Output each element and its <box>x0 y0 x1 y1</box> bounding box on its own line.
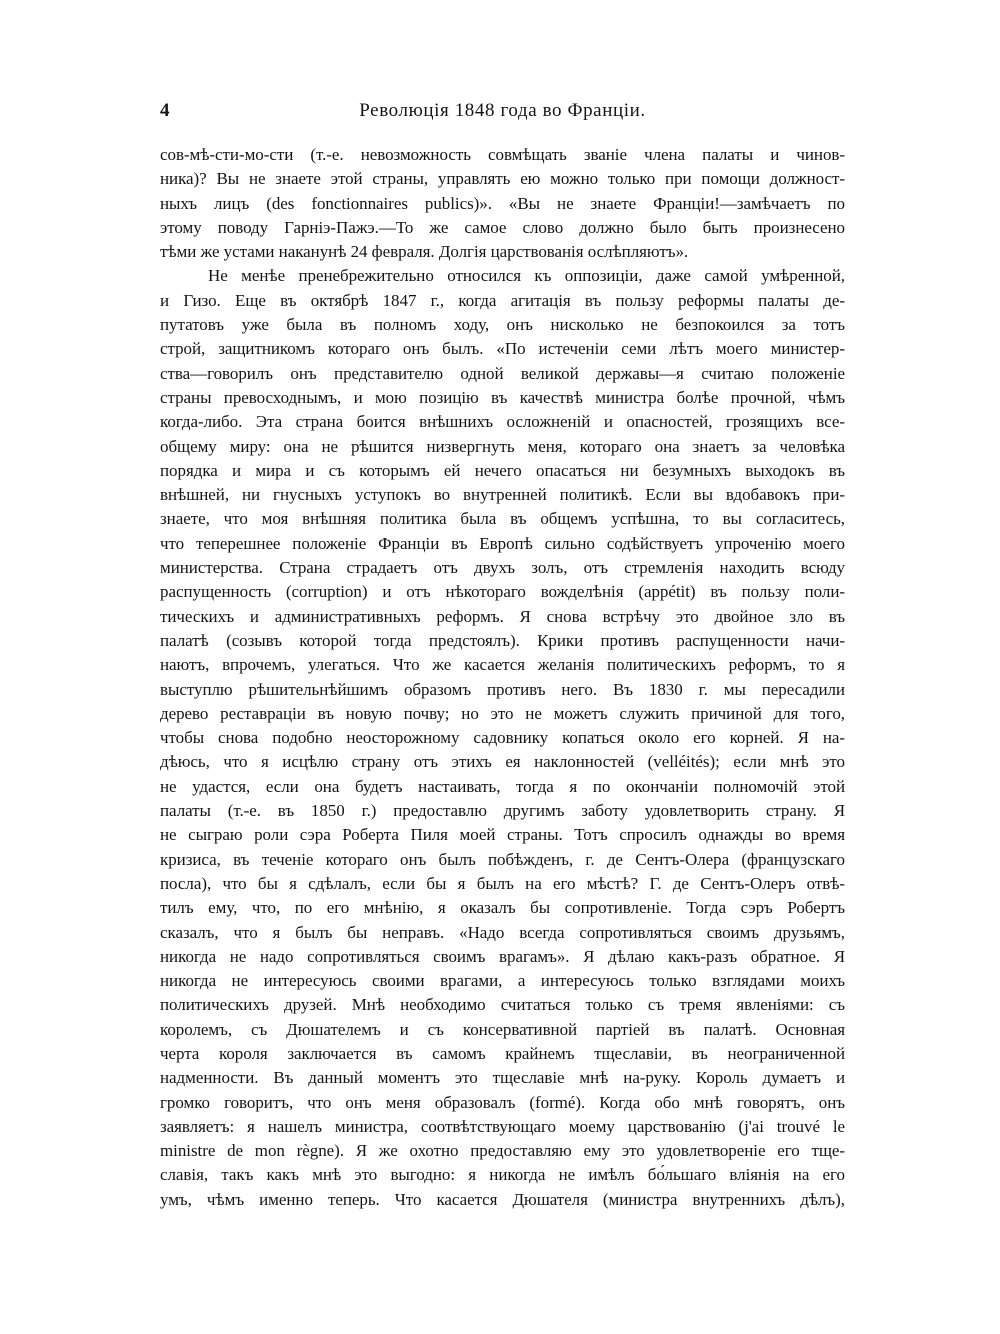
text-line: что теперешнее положеніе Франціи въ Европѣ сильно содѣйствуетъ упроченію моего <box>160 533 845 553</box>
text-line: черта короля заключается въ самомъ крайнемъ тщеславіи, въ неограниченной <box>160 1043 845 1063</box>
page-number: 4 <box>160 100 170 121</box>
text-line: надменности. Въ данный моментъ это тщеславіе мнѣ на-руку. Король думаетъ и <box>160 1068 845 1088</box>
text-line: кризиса, въ теченіе котораго онъ былъ побѣжденъ, г. де Сентъ-Олера (французскаго <box>160 849 845 869</box>
text-line: выступлю рѣшительнѣйшимъ образомъ противъ него. Въ 1830 г. мы пересадили <box>160 679 845 699</box>
text-line: тилъ ему, что, по его мнѣнію, я оказалъ бы сопротивленіе. Тогда сэръ Робертъ <box>160 898 845 918</box>
text-line: палатѣ (созывъ которой тогда предстоялъ). Крики противъ распущенности начи- <box>160 630 845 650</box>
running-title: Революція 1848 года во Франціи. <box>359 100 646 121</box>
text-line: не сыграю роли сэра Роберта Пиля моей страны. Тотъ спросилъ однажды во время <box>160 825 845 845</box>
text-line: наютъ, впрочемъ, улегаться. Что же касается желанія политическихъ реформъ, то я <box>160 655 845 675</box>
text-line: внѣшней, ни гнусныхъ уступокъ во внутренней политикѣ. Если вы вдобавокъ при- <box>160 485 845 505</box>
text-line: тическихъ и административныхъ реформъ. Я снова встрѣчу это двойное зло въ <box>160 606 845 626</box>
text-line: дерево реставраціи въ новую почву; но это не можетъ служить причиной для того, <box>160 703 845 723</box>
text-line: заявляетъ: я нашелъ министра, соотвѣтствующаго моему царствованію (j'ai trouvé le <box>160 1116 845 1136</box>
text-line: славія, такъ какъ мнѣ это выгодно: я никогда не имѣлъ бо́льшаго вліянія на его <box>160 1165 845 1185</box>
text-line: тѣми же устами наканунѣ 24 февраля. Долгія царствованія ослѣпляютъ». <box>160 242 689 262</box>
text-line: чтобы снова подобно неосторожному садовнику копаться около его корней. Я на- <box>160 728 845 748</box>
text-line: министерства. Страна страдаетъ отъ двухъ золъ, отъ стремленія находить всюду <box>160 558 845 578</box>
text-line: порядка и мира и съ которымъ ей нечего опасаться ни безумныхъ выходокъ въ <box>160 460 845 480</box>
text-line: не удастся, если она будетъ настаивать, тогда я по окончаніи полномочій этой <box>160 776 845 796</box>
text-line: знаете, что моя внѣшняя политика была въ общемъ успѣшна, то вы согласитесь, <box>160 509 845 529</box>
text-line: распущенность (corruption) и отъ нѣкотораго вожделѣнія (appétit) въ пользу поли- <box>160 582 845 602</box>
text-line: посла), что бы я сдѣлалъ, если бы я былъ на его мѣстѣ? Г. де Сентъ-Олеръ отвѣ- <box>160 873 845 893</box>
text-line: громко говоритъ, что онъ меня образовалъ (formé). Когда обо мнѣ говорятъ, онъ <box>160 1092 845 1112</box>
text-line: путатовъ уже была въ полномъ ходу, онъ нисколько не безпокоился за тотъ <box>160 315 845 335</box>
text-line: ника)? Вы не знаете этой страны, управлять ею можно только при помощи должност- <box>160 169 845 189</box>
text-line: ныхъ лицъ (des fonctionnaires publics)». «Вы не знаете Франціи!—замѣчаетъ по <box>160 193 845 213</box>
text-line: и Гизо. Еще въ октябрѣ 1847 г., когда агитація въ пользу реформы палаты де- <box>160 290 845 310</box>
text-line: умъ, чѣмъ именно теперь. Что касается Дюшателя (министра внутреннихъ дѣлъ), <box>160 1189 845 1209</box>
body-text <box>160 143 845 1212</box>
text-line: палаты (т.-е. въ 1850 г.) предоставлю другимъ заботу удовлетворить страну. Я <box>160 801 845 821</box>
text-line: политическихъ друзей. Мнѣ необходимо считаться только съ тремя явленіями: съ <box>160 995 845 1015</box>
text-line: сказалъ, что я былъ бы неправъ. «Надо всегда сопротивляться своимъ друзьямъ, <box>160 922 845 942</box>
text-line: дѣюсь, что я исцѣлю страну отъ этихъ ея наклонностей (velléités); если мнѣ это <box>160 752 845 772</box>
page-header <box>160 96 845 126</box>
text-line: ministre de mon règne). Я же охотно предоставляю ему это удовлетвореніе его тще- <box>160 1141 845 1161</box>
text-line: сов-мѣ-сти-мо-сти (т.-е. невозможность совмѣщать званіе члена палаты и чинов- <box>160 145 845 164</box>
text-line: страны превосходнымъ, и мою позицію въ качествѣ министра болѣе прочной, чѣмъ <box>160 387 845 407</box>
text-line: общему миру: она не рѣшится низвергнуть меня, котораго она знаетъ за человѣка <box>160 436 845 456</box>
text-line: Не менѣе пренебрежительно относился къ оппозиціи, даже самой умѣренной, <box>208 266 845 286</box>
text-line: королемъ, съ Дюшателемъ и съ консервативной партіей въ палатѣ. Основная <box>160 1019 845 1039</box>
text-line: этому поводу Гарніэ-Пажэ.—То же самое слово должно было быть произнесено <box>160 217 845 237</box>
text-line: ства—говорилъ онъ представителю одной великой державы—я считаю положеніе <box>160 363 845 383</box>
text-line: когда-либо. Эта страна боится внѣшнихъ осложненій и опасностей, грозящихъ все- <box>160 412 845 432</box>
text-line: строй, защитникомъ котораго онъ былъ. «По истеченіи семи лѣтъ моего министер- <box>160 339 845 359</box>
text-line: никогда не интересуюсь своими врагами, а интересуюсь только взглядами моихъ <box>160 971 845 991</box>
text-line: никогда не надо сопротивляться своимъ врагамъ». Я дѣлаю какъ-разъ обратное. Я <box>160 946 845 966</box>
